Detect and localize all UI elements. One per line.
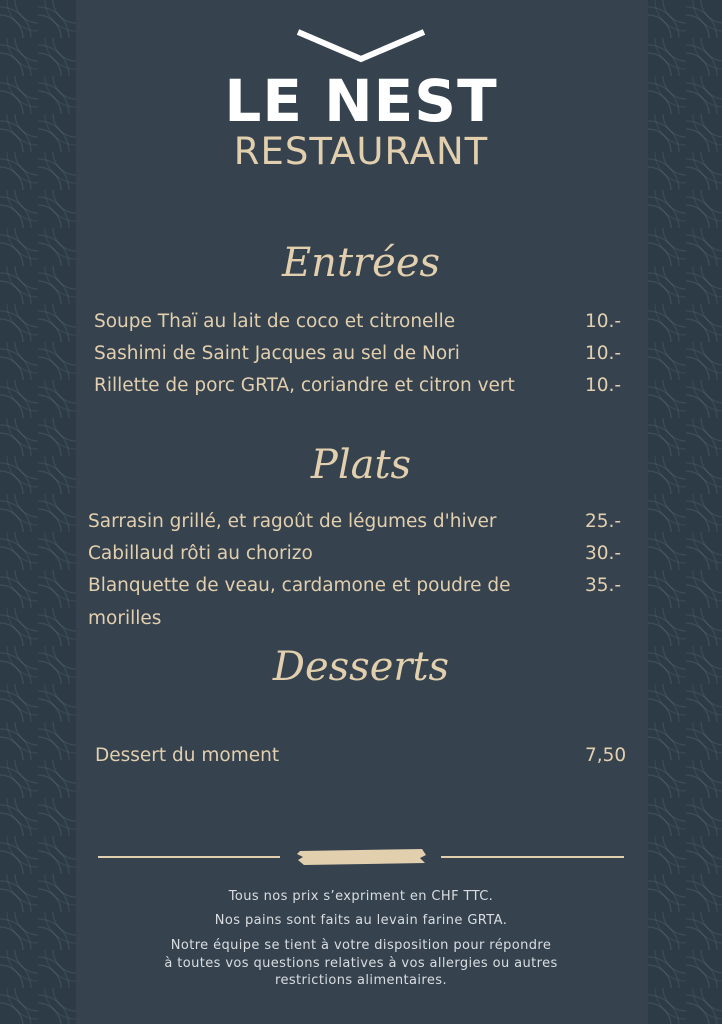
divider-line-left bbox=[98, 856, 280, 858]
menu-item: Sarrasin grillé, et ragoût de légumes d'hiver bbox=[88, 511, 497, 532]
footer-note-bread: Nos pains sont faits au levain farine GRTA. bbox=[214, 913, 508, 928]
menu-item-price: 10.- bbox=[585, 343, 622, 364]
logo-subtitle: RESTAURANT bbox=[233, 130, 489, 173]
footer-note-allergies: Notre équipe se tient à votre disposition pour répondre bbox=[170, 938, 552, 953]
menu-item-price: 30.- bbox=[585, 543, 622, 564]
menu-item: Soupe Thaï au lait de coco et citronelle bbox=[94, 311, 456, 332]
brush-stroke-icon bbox=[296, 847, 428, 867]
footer-note-allergies: restrictions alimentaires. bbox=[275, 973, 447, 988]
section-title-desserts: Desserts bbox=[272, 644, 450, 690]
menu-item: Dessert du moment bbox=[95, 745, 280, 766]
menu-item-price: 10.- bbox=[585, 311, 622, 332]
divider-line-right bbox=[441, 856, 624, 858]
menu-item-price: 7,50 bbox=[585, 745, 627, 766]
footer-note-prices: Tous nos prix s’expriment en CHF TTC. bbox=[228, 889, 494, 904]
menu-item-price: 10.- bbox=[585, 375, 622, 396]
menu-item: Sashimi de Saint Jacques au sel de Nori bbox=[94, 343, 460, 364]
section-title-plats: Plats bbox=[310, 442, 412, 488]
menu-item-price: 25.- bbox=[585, 511, 622, 532]
menu-item: Rillette de porc GRTA, coriandre et citron vert bbox=[94, 375, 515, 396]
logo-chevron-icon bbox=[296, 28, 426, 64]
menu-item-price: 35.- bbox=[585, 575, 622, 596]
logo-title: LE NEST bbox=[224, 67, 498, 135]
menu-item: Cabillaud rôti au chorizo bbox=[88, 543, 313, 564]
menu-item: Blanquette de veau, cardamone et poudre de bbox=[88, 575, 511, 596]
section-title-entrees: Entrées bbox=[281, 240, 441, 286]
footer-note-allergies: à toutes vos questions relatives à vos allergies ou autres bbox=[164, 956, 558, 971]
menu-item-continuation: morilles bbox=[88, 608, 162, 629]
